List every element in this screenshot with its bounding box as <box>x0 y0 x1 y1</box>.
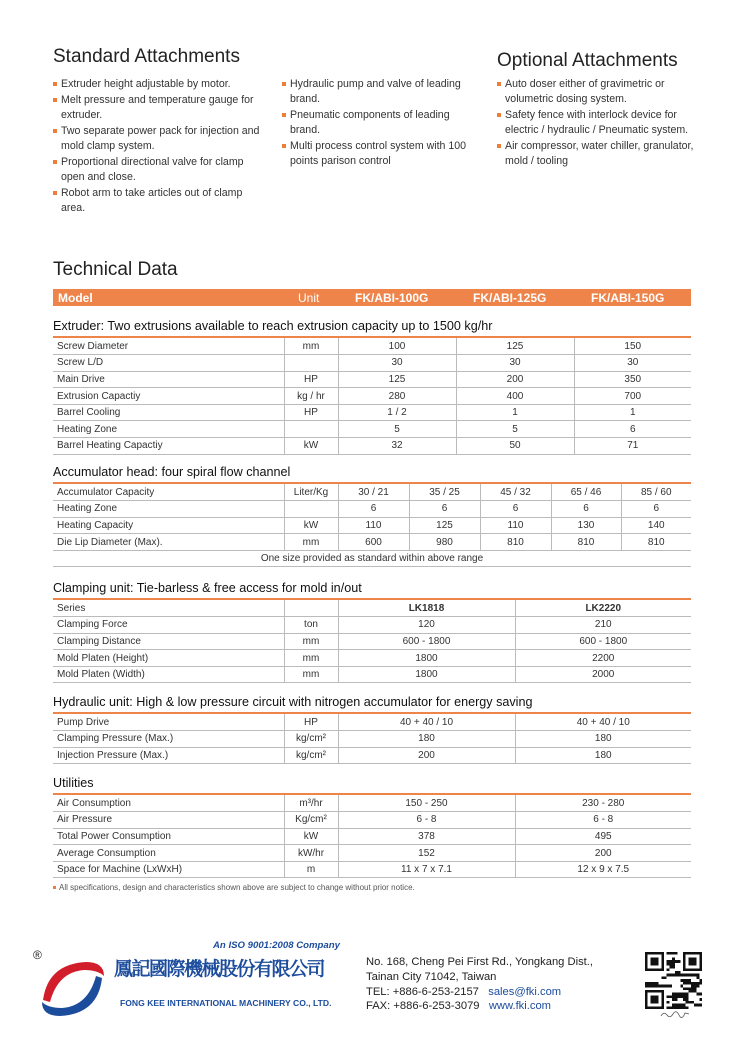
value-cell: 32 <box>338 438 456 455</box>
value-cell: 6 <box>480 501 551 518</box>
unit-cell <box>284 421 338 438</box>
unit-cell: m <box>284 861 338 878</box>
tel-line <box>366 985 593 1000</box>
row-label: Barrel Heating Capactiy <box>53 438 284 455</box>
list-item: Pneumatic components of leading brand. <box>282 108 472 138</box>
value-cell: 280 <box>338 388 456 405</box>
table-row <box>53 795 691 812</box>
value-cell: 110 <box>338 517 409 534</box>
value-cell: 1800 <box>338 650 515 667</box>
list-item: Safety fence with interlock device for electric / hydraulic / Pneumatic system. <box>497 108 697 138</box>
value-cell: 1 <box>574 404 691 421</box>
value-cell: 130 <box>551 517 621 534</box>
section-title-rest: : High & low pressure circuit with nitrogen accumulator for energy saving <box>129 695 533 709</box>
list-item: Air compressor, water chiller, granulator, mold / tooling <box>497 139 697 169</box>
registered-mark: ® <box>33 948 42 962</box>
unit-cell: kW <box>284 438 338 455</box>
table-row <box>53 747 691 764</box>
value-cell: 40 + 40 / 10 <box>515 714 691 731</box>
value-cell: 30 / 21 <box>338 484 409 501</box>
unit-cell: Kg/cm² <box>284 812 338 829</box>
value-cell: 180 <box>338 731 515 748</box>
model-name: FK/ABI-100G <box>355 291 429 305</box>
row-label: Mold Platen (Height) <box>53 650 284 667</box>
value-cell: 6 <box>409 501 480 518</box>
accumulator-table <box>53 484 691 567</box>
optional-list <box>497 77 697 170</box>
table-row <box>53 421 691 438</box>
value-cell: 200 <box>456 371 574 388</box>
address-line: No. 168, Cheng Pei First Rd., Yongkang Dist., <box>366 956 593 968</box>
value-cell: 125 <box>409 517 480 534</box>
value-cell: 2200 <box>515 650 691 667</box>
table-row <box>53 388 691 405</box>
value-cell: 85 / 60 <box>621 484 691 501</box>
row-label: Die Lip Diameter (Max). <box>53 534 284 551</box>
section-title-rest: : Two extrusions available to reach extrusion capacity up to 1500 kg/hr <box>100 319 493 333</box>
qr-code-icon <box>645 952 702 1009</box>
value-cell: 125 <box>456 338 574 355</box>
qr-signature <box>660 1010 690 1020</box>
value-cell: 2000 <box>515 666 691 683</box>
table-row <box>53 355 691 372</box>
fax-line <box>366 999 593 1014</box>
logo-text: FKI <box>59 980 87 999</box>
unit-cell <box>284 355 338 372</box>
value-cell: 125 <box>338 371 456 388</box>
value-cell: 810 <box>621 534 691 551</box>
iso-tagline: An ISO 9001:2008 Company <box>213 940 340 951</box>
row-label: Clamping Pressure (Max.) <box>53 731 284 748</box>
unit-cell: kg / hr <box>284 388 338 405</box>
value-cell: 71 <box>574 438 691 455</box>
row-label: Screw L/D <box>53 355 284 372</box>
row-label: Heating Zone <box>53 501 284 518</box>
value-cell: 5 <box>456 421 574 438</box>
email-link[interactable]: sales@fki.com <box>488 985 562 998</box>
row-label: Series <box>53 600 284 617</box>
table-row <box>53 404 691 421</box>
value-cell: 6 - 8 <box>515 812 691 829</box>
value-cell: 11 x 7 x 7.1 <box>338 861 515 878</box>
row-label: Air Pressure <box>53 812 284 829</box>
value-cell: 600 - 1800 <box>338 633 515 650</box>
row-label: Space for Machine (LxWxH) <box>53 861 284 878</box>
section-title-bold: Hydraulic unit <box>53 695 130 709</box>
section-title-rest: : four spiral flow channel <box>154 465 291 479</box>
value-cell: 30 <box>574 355 691 372</box>
value-cell: 1 / 2 <box>338 404 456 421</box>
standard-list-col1 <box>53 77 263 217</box>
extruder-section-title <box>53 319 492 333</box>
value-cell: 1800 <box>338 666 515 683</box>
value-cell: 810 <box>551 534 621 551</box>
unit-cell: mm <box>284 338 338 355</box>
list-item: Melt pressure and temperature gauge for extruder. <box>53 93 263 123</box>
section-title-bold: Extruder <box>53 319 101 333</box>
row-label: Injection Pressure (Max.) <box>53 747 284 764</box>
value-cell: 35 / 25 <box>409 484 480 501</box>
value-cell: 210 <box>515 617 691 634</box>
unit-cell <box>284 501 338 518</box>
value-cell: 980 <box>409 534 480 551</box>
row-label: Average Consumption <box>53 845 284 862</box>
value-cell: 600 <box>338 534 409 551</box>
value-cell: LK1818 <box>338 600 515 617</box>
qr-code[interactable] <box>645 952 702 1009</box>
row-label: Main Drive <box>53 371 284 388</box>
company-chinese-name: 鳳記國際機械股份有限公司 <box>114 958 325 980</box>
unit-cell: kW <box>284 828 338 845</box>
hydraulic-table <box>53 714 691 764</box>
website-link[interactable]: www.fki.com <box>488 1000 552 1013</box>
standard-attachments-title: Standard Attachments <box>53 46 240 67</box>
model-name: FK/ABI-150G <box>591 291 665 305</box>
list-item: Robot arm to take articles out of clamp area. <box>53 186 263 216</box>
row-label: Accumulator Capacity <box>53 484 284 501</box>
table-row <box>53 845 691 862</box>
unit-cell: mm <box>284 633 338 650</box>
table-row <box>53 501 691 518</box>
table-row <box>53 812 691 829</box>
value-cell: 152 <box>338 845 515 862</box>
unit-cell: kg/cm² <box>284 747 338 764</box>
row-label: Air Consumption <box>53 795 284 812</box>
value-cell: 65 / 46 <box>551 484 621 501</box>
value-cell: 1 <box>456 404 574 421</box>
unit-cell: mm <box>284 534 338 551</box>
table-note-row <box>53 550 691 567</box>
accumulator-section-title <box>53 465 290 479</box>
value-cell: LK2220 <box>515 600 691 617</box>
table-row <box>53 731 691 748</box>
model-header-bar <box>53 289 691 306</box>
unit-cell: kW/hr <box>284 845 338 862</box>
value-cell: 6 - 8 <box>338 812 515 829</box>
table-row <box>53 338 691 355</box>
table-row <box>53 371 691 388</box>
table-note: One size provided as standard within above range <box>53 550 691 567</box>
table-row <box>53 666 691 683</box>
row-label: Screw Diameter <box>53 338 284 355</box>
value-cell: 140 <box>621 517 691 534</box>
unit-cell: HP <box>284 404 338 421</box>
section-title-bold: Utilities <box>53 776 94 790</box>
unit-cell <box>284 600 338 617</box>
row-label: Heating Zone <box>53 421 284 438</box>
unit-cell: kg/cm² <box>284 731 338 748</box>
unit-cell: mm <box>284 666 338 683</box>
table-row <box>53 714 691 731</box>
table-row <box>53 484 691 501</box>
value-cell: 5 <box>338 421 456 438</box>
value-cell: 400 <box>456 388 574 405</box>
value-cell: 180 <box>515 731 691 748</box>
unit-cell: m³/hr <box>284 795 338 812</box>
utilities-table <box>53 795 691 878</box>
row-label: Clamping Force <box>53 617 284 634</box>
unit-cell: ton <box>284 617 338 634</box>
table-row <box>53 861 691 878</box>
unit-cell: HP <box>284 714 338 731</box>
unit-cell: mm <box>284 650 338 667</box>
table-row <box>53 600 691 617</box>
value-cell: 700 <box>574 388 691 405</box>
fki-logo-icon <box>38 958 108 1020</box>
contact-block <box>366 955 593 1014</box>
clamping-section-title <box>53 581 362 595</box>
value-cell: 6 <box>551 501 621 518</box>
value-cell: 200 <box>338 747 515 764</box>
unit-cell: HP <box>284 371 338 388</box>
value-cell: 50 <box>456 438 574 455</box>
table-row <box>53 534 691 551</box>
row-label: Mold Platen (Width) <box>53 666 284 683</box>
section-title-rest: : Tie-barless & free access for mold in/out <box>130 581 362 595</box>
value-cell: 230 - 280 <box>515 795 691 812</box>
fki-logo <box>38 958 108 1020</box>
row-label: Heating Capacity <box>53 517 284 534</box>
row-label: Total Power Consumption <box>53 828 284 845</box>
optional-attachments-title: Optional Attachments <box>497 50 678 71</box>
unit-cell: Liter/Kg <box>284 484 338 501</box>
address-line: Tainan City 71042, Taiwan <box>366 970 497 983</box>
value-cell: 110 <box>480 517 551 534</box>
value-cell: 200 <box>515 845 691 862</box>
value-cell: 810 <box>480 534 551 551</box>
table-row <box>53 650 691 667</box>
unit-label: Unit <box>298 291 320 305</box>
value-cell: 350 <box>574 371 691 388</box>
value-cell: 120 <box>338 617 515 634</box>
section-title-bold: Clamping unit <box>53 581 131 595</box>
model-label: Model <box>58 291 93 305</box>
clamping-table <box>53 600 691 683</box>
value-cell: 6 <box>621 501 691 518</box>
extruder-table <box>53 338 691 455</box>
value-cell: 150 <box>574 338 691 355</box>
list-item: Extruder height adjustable by motor. <box>53 77 263 92</box>
value-cell: 30 <box>456 355 574 372</box>
fax: FAX: +886-6-253-3079 <box>366 1000 480 1013</box>
value-cell: 12 x 9 x 7.5 <box>515 861 691 878</box>
footnote: All specifications, design and characteristics shown above are subject to change without prior notice. <box>53 883 415 892</box>
value-cell: 45 / 32 <box>480 484 551 501</box>
tel: TEL: +886-6-253-2157 <box>366 985 479 998</box>
table-row <box>53 633 691 650</box>
hydraulic-section-title <box>53 695 532 709</box>
table-row <box>53 828 691 845</box>
table-row <box>53 617 691 634</box>
row-label: Barrel Cooling <box>53 404 284 421</box>
value-cell: 180 <box>515 747 691 764</box>
unit-cell: kW <box>284 517 338 534</box>
table-row <box>53 438 691 455</box>
list-item: Hydraulic pump and valve of leading brand. <box>282 77 472 107</box>
value-cell: 40 + 40 / 10 <box>338 714 515 731</box>
row-label: Extrusion Capactiy <box>53 388 284 405</box>
signature-icon <box>660 1010 690 1018</box>
model-name: FK/ABI-125G <box>473 291 547 305</box>
value-cell: 6 <box>338 501 409 518</box>
value-cell: 100 <box>338 338 456 355</box>
value-cell: 150 - 250 <box>338 795 515 812</box>
value-cell: 600 - 1800 <box>515 633 691 650</box>
list-item: Proportional directional valve for clamp open and close. <box>53 155 263 185</box>
section-title-bold: Accumulator head <box>53 465 155 479</box>
list-item: Two separate power pack for injection and mold clamp system. <box>53 124 263 154</box>
value-cell: 6 <box>574 421 691 438</box>
standard-list-col2 <box>282 77 472 170</box>
utilities-section-title <box>53 776 94 790</box>
value-cell: 378 <box>338 828 515 845</box>
list-item: Auto doser either of gravimetric or volumetric dosing system. <box>497 77 697 107</box>
technical-data-title: Technical Data <box>53 259 178 280</box>
company-english-name: FONG KEE INTERNATIONAL MACHINERY CO., LTD. <box>120 998 332 1008</box>
row-label: Clamping Distance <box>53 633 284 650</box>
value-cell: 495 <box>515 828 691 845</box>
value-cell: 30 <box>338 355 456 372</box>
row-label: Pump Drive <box>53 714 284 731</box>
list-item: Multi process control system with 100 points parison control <box>282 139 472 169</box>
table-row <box>53 517 691 534</box>
